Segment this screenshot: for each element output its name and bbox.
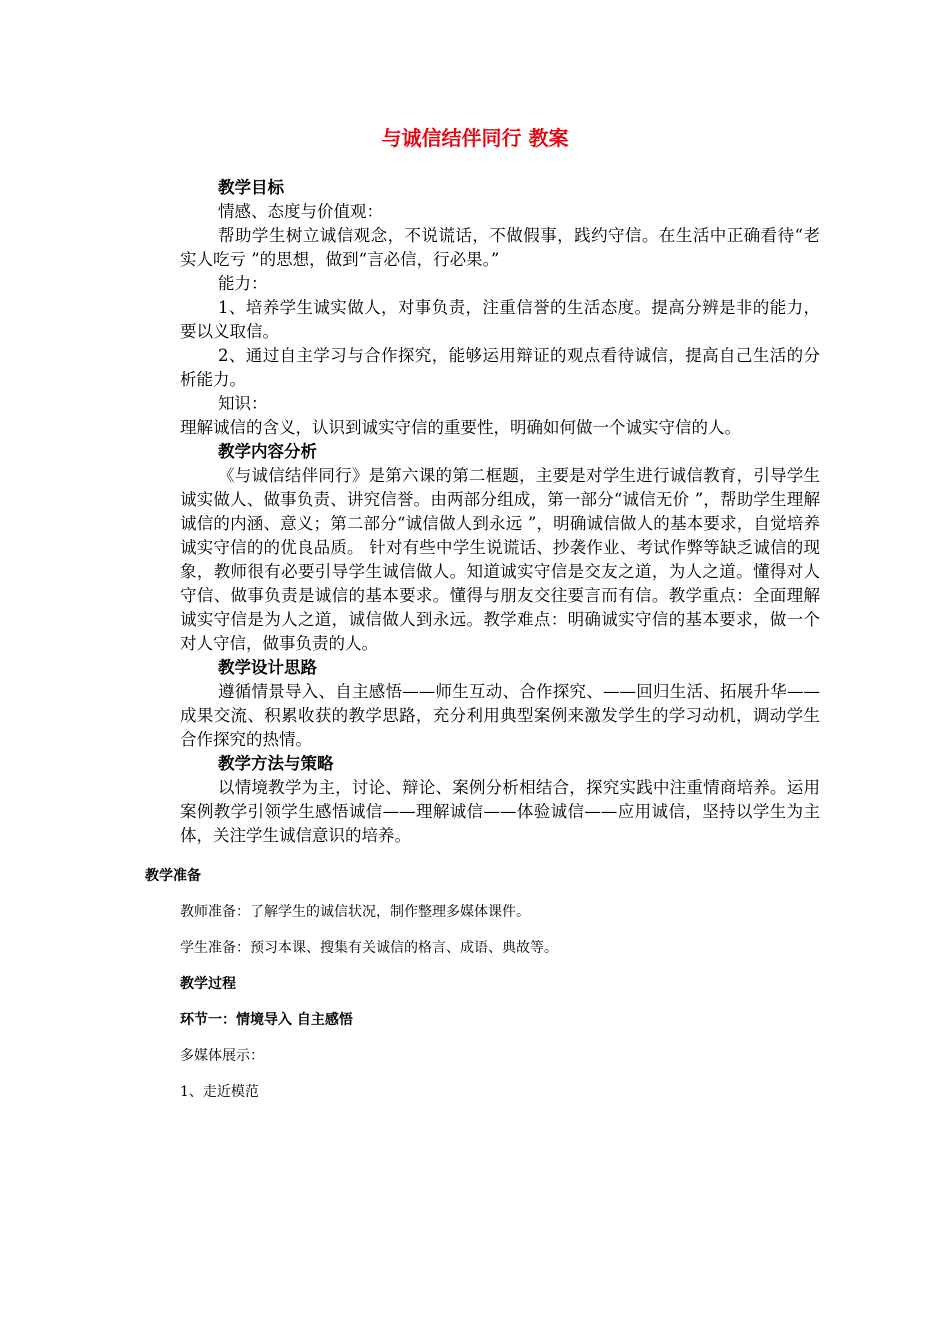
- heading-objectives: 教学目标: [218, 178, 284, 197]
- heading-methods: 教学方法与策略: [218, 754, 334, 773]
- main-section: [180, 176, 820, 848]
- knowledge-label: 知识：: [218, 394, 268, 413]
- step-1-heading: 环节一：情境导入 自主感悟: [180, 1012, 353, 1028]
- heading-preparation: 教学准备: [145, 868, 201, 884]
- heading-analysis: 教学内容分析: [218, 442, 317, 461]
- emotion-text: 帮助学生树立诚信观念，不说谎话，不做假事，践约守信。在生活中正确看待“老实人吃亏 ”的思想，做到“言必信，行必果。”: [180, 226, 820, 269]
- analysis-text: 《与诚信结伴同行》是第六课的第二框题，主要是对学生进行诚信教育，引导学生诚实做人、做事负责、讲究信誉。由两部分组成，第一部分“诚信无价 ”，帮助学生理解诚信的内涵、意义；第二部分“诚信做人到永远 ”，明确诚信做人的基本要求，自觉培养诚实守信的的优良品质。 针对有些中学生说谎话、抄袭作业、考试作弊等缺乏诚信的现象，教师很有必要引导学生诚信做人。知道诚实守信是交友之道，为人之道。懂得对人守信、做事负责是诚信的基本要求。懂得与朋友交往要言而有信。教学重点：全面理解诚实守信是为人之道，诚信做人到永远。教学难点：明确诚实守信的基本要求，做一个对人守信，做事负责的人。: [180, 466, 820, 653]
- ability-item-2: 2、通过自主学习与合作探究，能够运用辩证的观点看待诚信，提高自己生活的分析能力。: [180, 346, 820, 389]
- student-preparation: 学生准备：预习本课、搜集有关诚信的格言、成语、典故等。: [180, 940, 558, 956]
- heading-design: 教学设计思路: [218, 658, 317, 677]
- media-label: 多媒体展示：: [180, 1048, 264, 1064]
- emotion-label: 情感、态度与价值观：: [218, 202, 383, 221]
- heading-process: 教学过程: [180, 976, 236, 992]
- process-item-1: 1、走近模范: [180, 1084, 259, 1100]
- teacher-preparation: 教师准备：了解学生的诚信状况，制作整理多媒体课件。: [180, 904, 530, 920]
- ability-item-1: 1、培养学生诚实做人，对事负责，注重信誉的生活态度。提高分辨是非的能力，要以义取信。: [180, 298, 820, 341]
- methods-text: 以情境教学为主，讨论、辩论、案例分析相结合，探究实践中注重情商培养。运用案例教学引领学生感悟诚信——理解诚信——体验诚信——应用诚信，坚持以学生为主体，关注学生诚信意识的培养。: [180, 778, 820, 845]
- ability-label: 能力：: [218, 274, 268, 293]
- document-title: 与诚信结伴同行 教案: [381, 126, 569, 150]
- knowledge-text: 理解诚信的含义，认识到诚实守信的重要性，明确如何做一个诚实守信的人。: [180, 418, 741, 437]
- design-text: 遵循情景导入、自主感悟——师生互动、合作探究、——回归生活、拓展升华——成果交流、积累收获的教学思路，充分利用典型案例来激发学生的学习动机，调动学生合作探究的热情。: [180, 682, 820, 749]
